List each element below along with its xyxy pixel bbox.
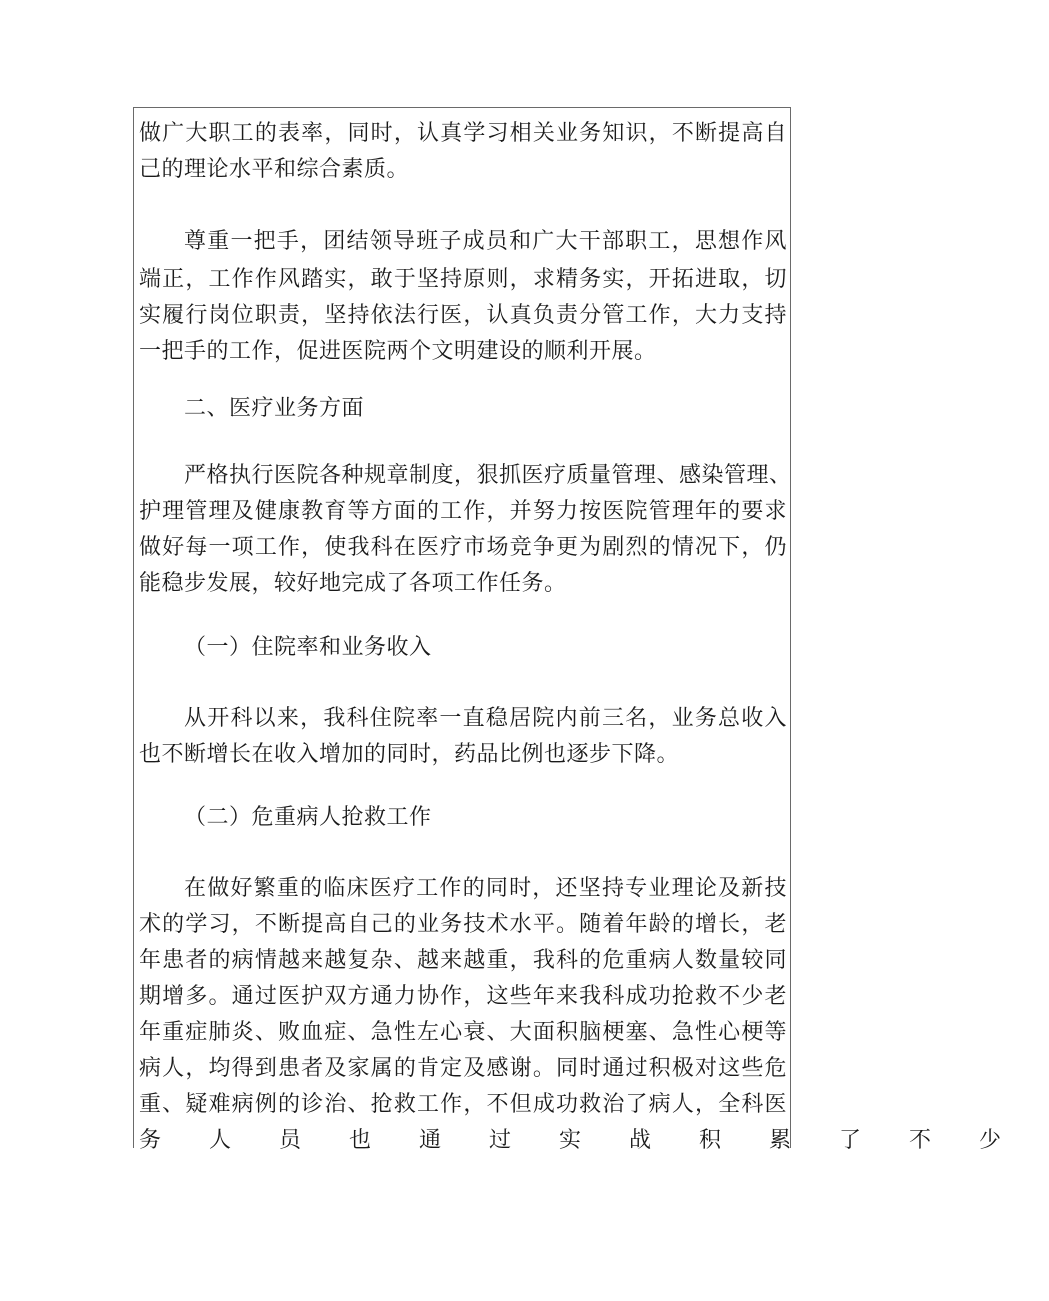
paragraph-line: 端正，工作作风踏实，敢于坚持原则，求精务实，开拓进取，切 <box>139 267 787 292</box>
paragraph-line: 一把手的工作，促进医院两个文明建设的顺利开展。 <box>139 339 657 364</box>
paragraph-line: 实履行岗位职责，坚持依法行医，认真负责分管工作，大力支持 <box>139 303 787 328</box>
paragraph-line: 严格执行医院各种规章制度，狠抓医疗质量管理、感染管理、 <box>184 463 792 488</box>
paragraph-line: 年重症肺炎、败血症、急性左心衰、大面积脑梗塞、急性心梗等 <box>139 1020 787 1045</box>
subsection-heading: （二）危重病人抢救工作 <box>184 805 432 830</box>
paragraph-line: 从开科以来，我科住院率一直稳居院内前三名，业务总收入 <box>184 706 787 731</box>
section-heading: 二、医疗业务方面 <box>184 396 365 421</box>
paragraph-line: 在做好繁重的临床医疗工作的同时，还坚持专业理论及新技 <box>184 876 787 901</box>
paragraph-line: 术的学习，不断提高自己的业务技术水平。随着年龄的增长，老 <box>139 912 787 937</box>
paragraph-line: 也不断增长在收入增加的同时，药品比例也逐步下降。 <box>139 742 680 767</box>
paragraph-line: 务人员也通过实战积累了不少 <box>139 1128 1049 1153</box>
paragraph-line: 做好每一项工作，使我科在医疗市场竞争更为剧烈的情况下，仍 <box>139 535 787 560</box>
paragraph-line: 期增多。通过医护双方通力协作，这些年来我科成功抢救不少老 <box>139 984 787 1009</box>
subsection-heading: （一）住院率和业务收入 <box>184 635 432 660</box>
paragraph-line: 能稳步发展，较好地完成了各项工作任务。 <box>139 571 567 596</box>
paragraph-line: 尊重一把手，团结领导班子成员和广大干部职工，思想作风 <box>184 229 787 254</box>
paragraph-line: 病人，均得到患者及家属的肯定及感谢。同时通过积极对这些危 <box>139 1056 787 1081</box>
paragraph-line: 做广大职工的表率，同时，认真学习相关业务知识，不断提高自 <box>139 121 787 146</box>
paragraph-line: 重、疑难病例的诊治、抢救工作，不但成功救治了病人，全科医 <box>139 1092 787 1117</box>
paragraph-line: 护理管理及健康教育等方面的工作，并努力按医院管理年的要求 <box>139 499 787 524</box>
paragraph-line: 年患者的病情越来越复杂、越来越重，我科的危重病人数量较同 <box>139 948 787 973</box>
paragraph-line: 己的理论水平和综合素质。 <box>139 157 410 182</box>
